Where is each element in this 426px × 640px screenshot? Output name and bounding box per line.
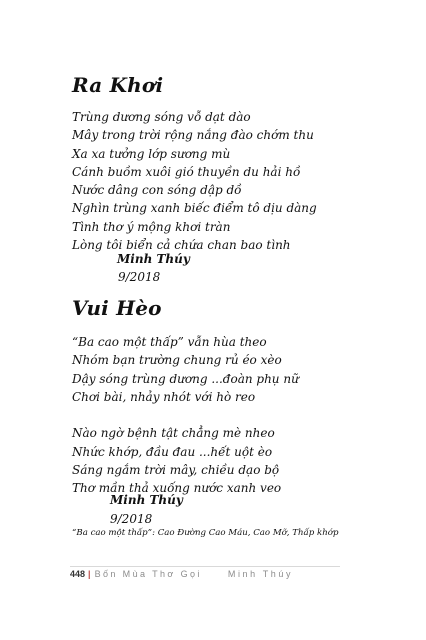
poem-line: Trùng dương sóng vỗ dạt dào — [72, 110, 251, 124]
page-footer — [70, 569, 293, 579]
page-number: 448 — [70, 569, 86, 579]
poem-title: Vui Hèo — [72, 296, 162, 320]
poem-line: Mây trong trời rộng nắng đào chớm thu — [72, 128, 314, 143]
poem-line: Tình thơ ý mộng khơi tràn — [72, 219, 231, 234]
poem-line: Thơ mần thả xuống nước xanh veo — [72, 481, 282, 496]
poem-line: Nghìn trùng xanh biếc điểm tô dịu dàng — [72, 201, 317, 216]
stanza-gap — [72, 406, 372, 424]
poem-date: 9/2018 — [110, 512, 153, 526]
poem-line: Nước dâng con sóng dập dồ — [72, 183, 242, 198]
poem-line: “Ba cao một thấp” vẫn hùa theo — [72, 335, 267, 349]
poem-line: Chơi bài, nhảy nhót với hò reo — [72, 389, 256, 404]
footer-separator: | — [88, 569, 91, 579]
poem-author: Minh Thúy — [110, 493, 183, 507]
poem-title: Ra Khơi — [72, 73, 164, 97]
poem-line: Sáng ngắm trời mây, chiều dạo bộ — [72, 463, 280, 478]
footer-divider — [70, 566, 340, 567]
poem-body — [72, 333, 372, 498]
poem-line: Xa xa tưởng lớp sương mù — [72, 146, 231, 161]
poem-line: Nào ngờ bệnh tật chẳng mè nheo — [72, 426, 275, 441]
poem-line: Nhóm bạn trường chung rủ éo xèo — [72, 353, 282, 368]
book-author: Minh Thúy — [227, 569, 294, 579]
poem-footnote: “Ba cao một thấp”: Cao Đường Cao Máu, Cao Mỡ, Thấp khớp — [72, 528, 339, 538]
poem-line: Nhức khớp, đầu đau ...hết uột èo — [72, 444, 273, 459]
book-title: Bốn Mùa Thơ Gọi — [94, 569, 202, 579]
poem-line: Dậy sóng trùng dương ...đoàn phụ nữ — [72, 371, 299, 386]
poem-author: Minh Thúy — [117, 252, 190, 266]
poem-line: Lòng tôi biển cả chứa chan bao tình — [72, 238, 291, 253]
poem-line: Cánh buồm xuôi gió thuyền du hải hồ — [72, 164, 301, 179]
poem-date: 9/2018 — [118, 270, 161, 284]
poem-body — [72, 108, 372, 254]
